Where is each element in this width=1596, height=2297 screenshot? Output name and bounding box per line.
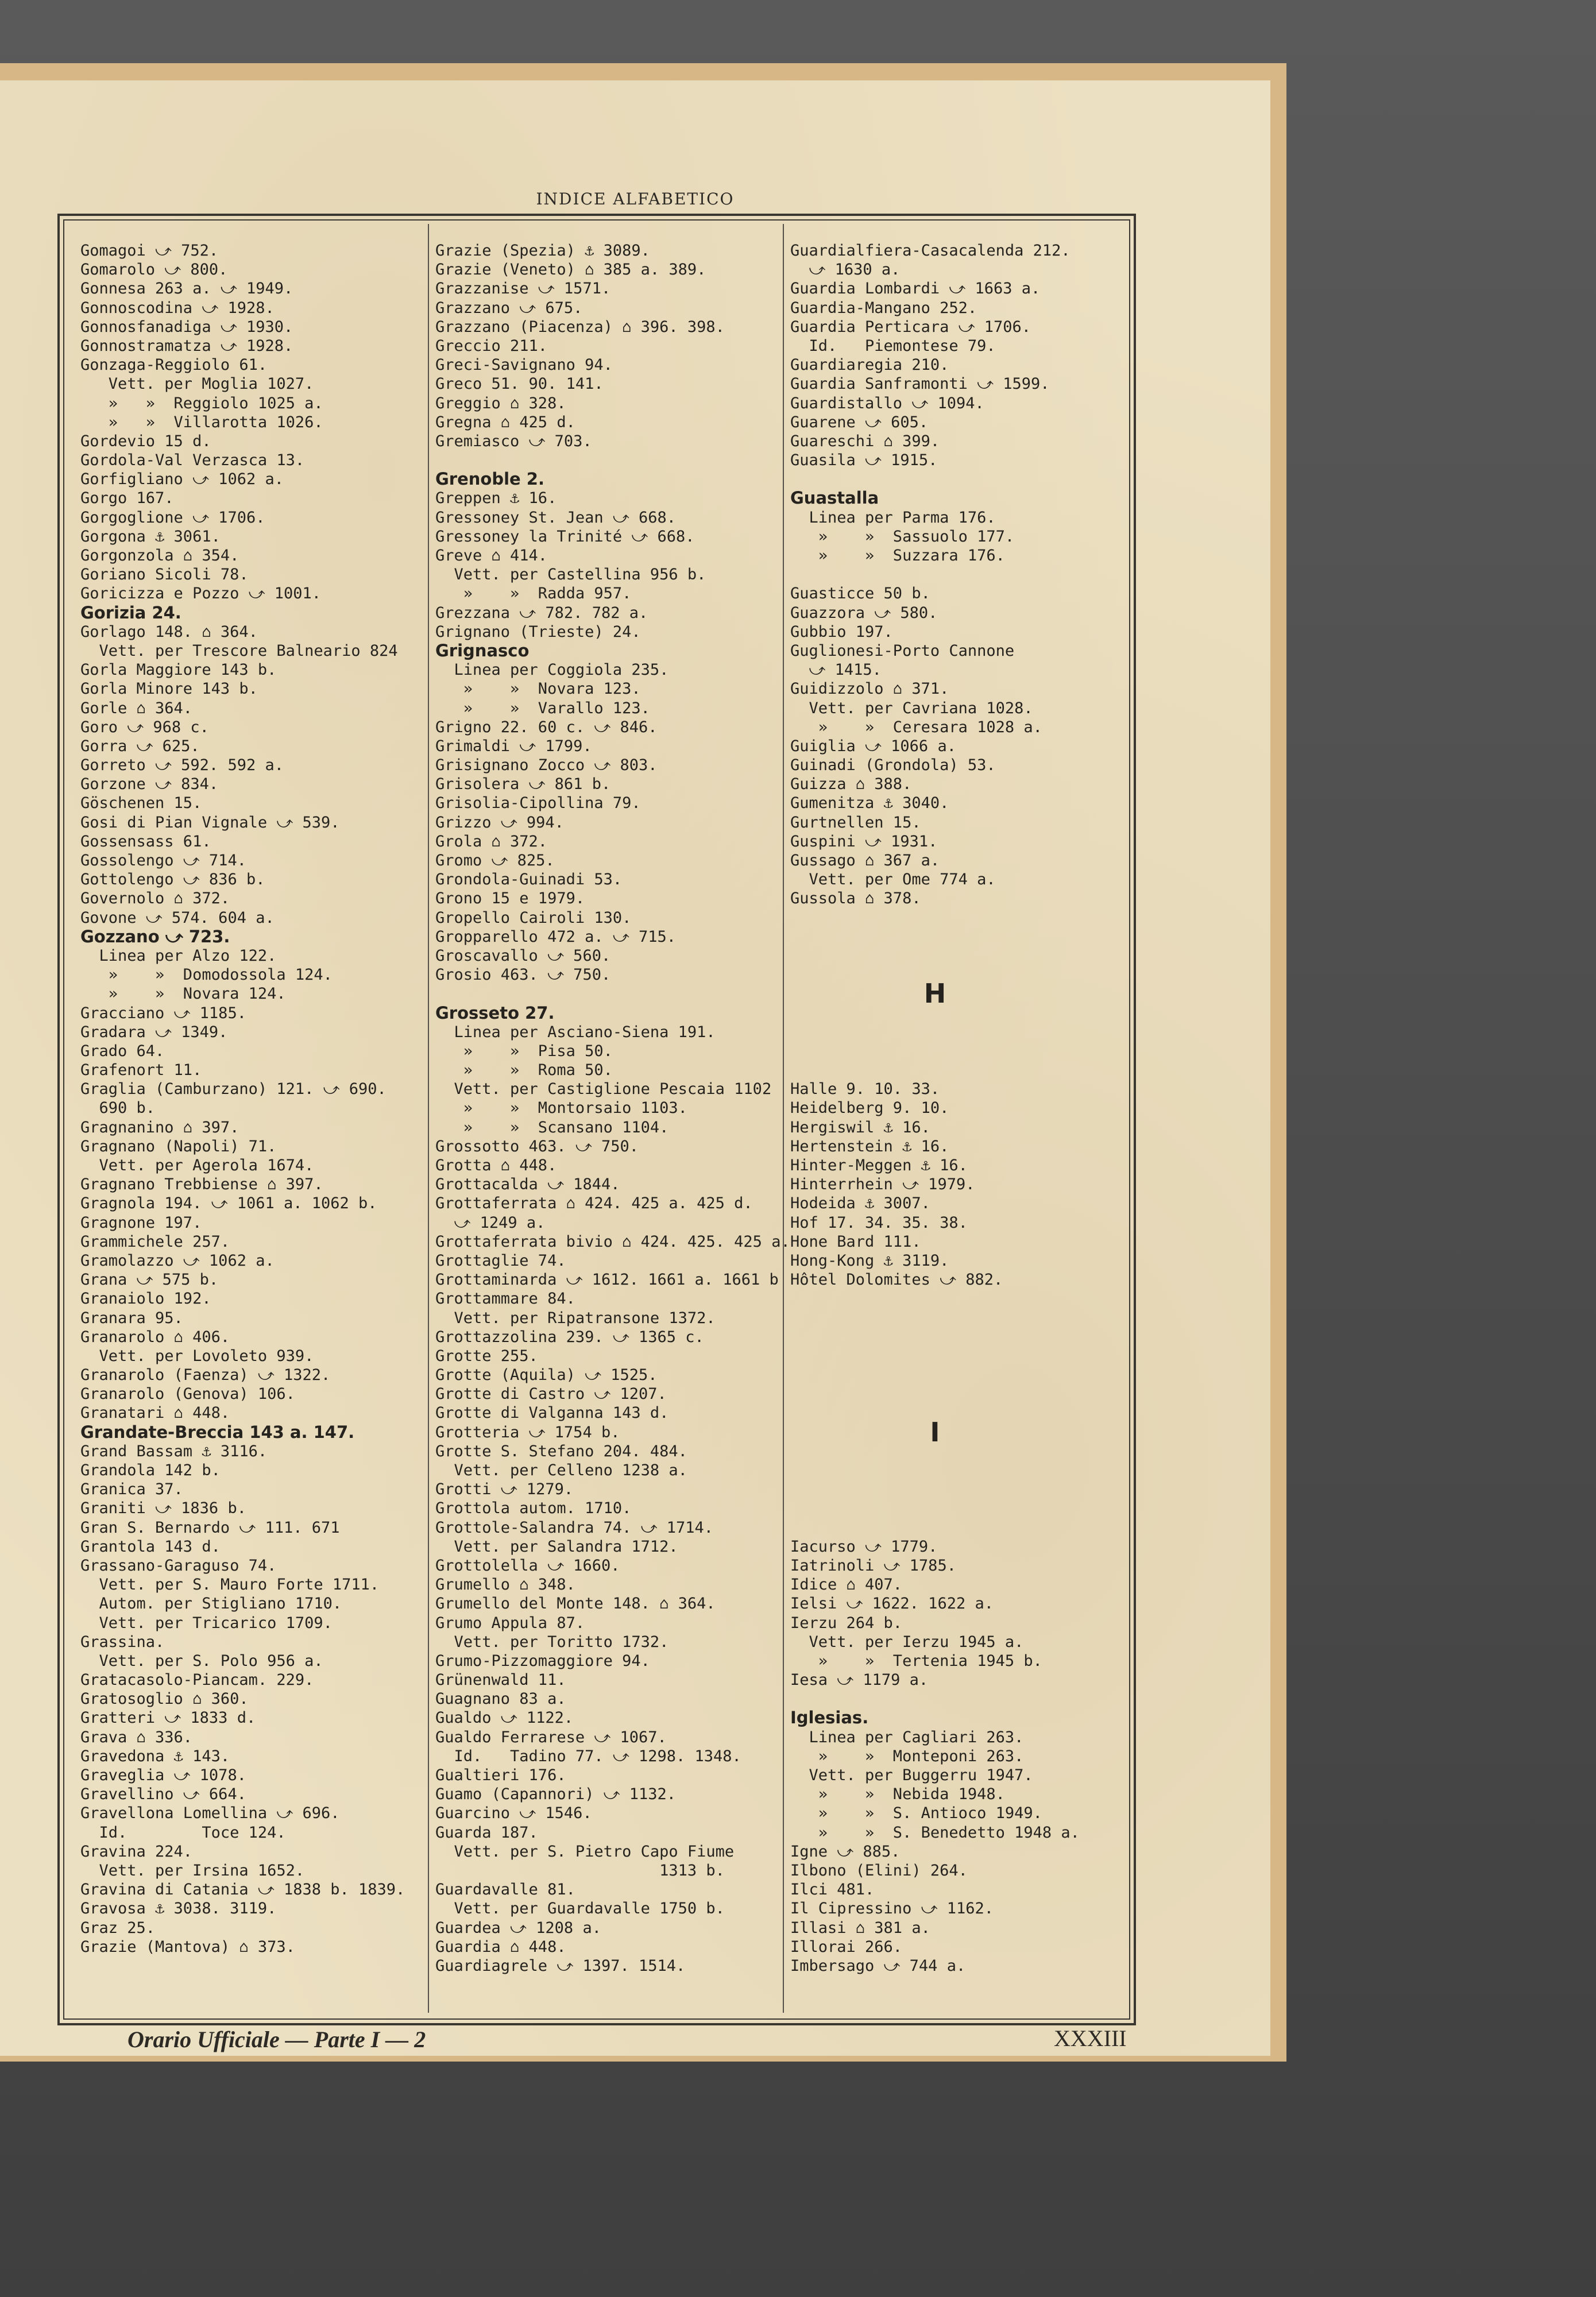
index-entry: Guardavalle 81. — [435, 1881, 575, 1899]
index-entry — [790, 1347, 1080, 1366]
index-entry — [790, 946, 1080, 965]
index-entry: Grimaldi ⤻ 1799. — [435, 737, 592, 755]
index-entry: Granica 37. — [80, 1480, 183, 1499]
index-entry: Goro ⤻ 968 c. — [80, 718, 209, 736]
index-entry: Guardiaregia 210. — [790, 356, 949, 374]
index-entry: Graglia (Camburzano) 121. ⤻ 690. — [80, 1080, 387, 1099]
index-entry: Guasila ⤻ 1915. — [790, 451, 938, 470]
index-entry: Hôtel Dolomites ⤻ 882. — [790, 1271, 1003, 1289]
index-entry: Greggio ⌂ 328. — [435, 394, 566, 412]
index-entry: ⤻ 1630 a. — [790, 261, 901, 279]
index-entry: Gorgoglione ⤻ 1706. — [80, 508, 265, 527]
index-entry: Id. Toce 124. — [80, 1823, 286, 1842]
index-entry — [790, 1689, 1080, 1708]
index-entry — [790, 1328, 1080, 1347]
index-entry: Guardia ⌂ 448. — [435, 1938, 566, 1956]
index-entry: Gorlago 148. ⌂ 364. — [80, 622, 258, 641]
index-entry — [435, 984, 790, 1003]
index-entry: Grotte S. Stefano 204. 484. — [435, 1442, 687, 1460]
index-entry — [790, 1480, 1080, 1499]
index-entry: Guizza ⌂ 388. — [790, 775, 912, 794]
section-heading: Gozzano ⤻ 723. — [80, 926, 230, 946]
index-entry: Gran S. Bernardo ⤻ 111. 671 — [80, 1518, 340, 1537]
index-entry: Grazie (Spezia) ⚓ 3089. — [435, 242, 650, 260]
index-entry: Vett. per Toritto 1732. — [435, 1633, 669, 1651]
index-entry: » » Roma 50. — [435, 1061, 613, 1080]
index-entry: » » Domodossola 124. — [80, 966, 333, 984]
index-entry: Gorzone ⤻ 834. — [80, 775, 219, 794]
index-entry: Gratteri ⤻ 1833 d. — [80, 1709, 256, 1727]
index-entry: Gorreto ⤻ 592. 592 a. — [80, 756, 284, 775]
index-entry: » » S. Antioco 1949. — [790, 1804, 1042, 1823]
index-entry: Grünenwald 11. — [435, 1671, 566, 1689]
index-entry: Gomarolo ⤻ 800. — [80, 261, 228, 279]
index-entry: Hong-Kong ⚓ 3119. — [790, 1251, 949, 1270]
index-entry: Vett. per Agerola 1674. — [80, 1157, 314, 1174]
index-entry: Id. Piemontese 79. — [790, 337, 996, 355]
index-entry: Grazie (Veneto) ⌂ 385 a. 389. — [435, 261, 706, 279]
index-entry: Gubbio 197. — [790, 622, 893, 641]
index-entry: Gravellino ⤻ 664. — [80, 1785, 246, 1804]
index-entry: » » Radda 957. — [435, 585, 632, 603]
index-entry: Gravina di Catania ⤻ 1838 b. 1839. — [80, 1881, 405, 1899]
index-entry: Grado 64. — [80, 1042, 165, 1060]
index-entry: Gravellona Lomellina ⤻ 696. — [80, 1804, 340, 1823]
index-entry: Gualdo ⤻ 1122. — [435, 1709, 574, 1727]
index-entry: Ielsi ⤻ 1622. 1622 a. — [790, 1595, 994, 1613]
index-entry: Granaiolo 192. — [80, 1290, 211, 1308]
index-entry: Guarda 187. — [435, 1823, 538, 1842]
index-entry: » » Novara 124. — [80, 985, 286, 1003]
index-entry: » » Scansano 1104. — [435, 1118, 669, 1136]
index-entry: Vett. per Castiglione Pescaia 1102 — [435, 1080, 772, 1099]
index-entry — [790, 1309, 1080, 1328]
index-entry: Grottazzolina 239. ⤻ 1365 c. — [435, 1328, 704, 1346]
index-entry: Ierzu 264 b. — [790, 1614, 903, 1632]
index-entry: Guareschi ⌂ 399. — [790, 432, 940, 450]
column-rule — [428, 224, 429, 2013]
index-entry: Vett. per Ripatransone 1372. — [435, 1309, 716, 1327]
index-entry: Grizzo ⤻ 994. — [435, 813, 564, 832]
index-entry: Iacurso ⤻ 1779. — [790, 1537, 938, 1556]
index-entry: Grotta ⌂ 448. — [435, 1157, 557, 1174]
letter-heading: I — [930, 1416, 940, 1448]
index-entry: Gravosa ⚓ 3038. 3119. — [80, 1900, 277, 1918]
index-entry: Gromo ⤻ 825. — [435, 852, 555, 869]
index-entry: Granarolo (Genova) 106. — [80, 1385, 295, 1403]
index-entry: 1313 b. — [435, 1861, 725, 1880]
index-entry: Gonnostramatza ⤻ 1928. — [80, 337, 293, 355]
index-entry: Gorfigliano ⤻ 1062 a. — [80, 470, 284, 489]
index-entry: Grottaminarda ⤻ 1612. 1661 a. 1661 b — [435, 1271, 779, 1289]
index-entry: Il Cipressino ⤻ 1162. — [790, 1900, 994, 1918]
index-entry: Gonzaga-Reggiolo 61. — [80, 356, 268, 374]
index-entry — [790, 1461, 1080, 1480]
index-entry: Gorgona ⚓ 3061. — [80, 527, 221, 546]
index-entry: Guardia Lombardi ⤻ 1663 a. — [790, 280, 1041, 298]
index-entry: Gottolengo ⤻ 836 b. — [80, 871, 265, 889]
index-entry: Grotti ⤻ 1279. — [435, 1480, 574, 1499]
index-entry: Gorra ⤻ 625. — [80, 737, 200, 755]
index-entry: Halle 9. 10. 33. — [790, 1080, 940, 1099]
index-entry: Guardea ⤻ 1208 a. — [435, 1919, 601, 1937]
index-entry: Gonnoscodina ⤻ 1928. — [80, 299, 275, 317]
index-entry: Guardia Perticara ⤻ 1706. — [790, 318, 1031, 336]
index-entry: » » Nebida 1948. — [790, 1785, 1005, 1804]
index-entry: Iesa ⤻ 1179 a. — [790, 1671, 929, 1689]
index-entry: Ilci 481. — [790, 1881, 875, 1899]
index-entry: » » Monteponi 263. — [790, 1747, 1024, 1765]
index-entry: Gossolengo ⤻ 714. — [80, 852, 246, 869]
index-entry — [790, 1042, 1080, 1061]
index-entry: Guspini ⤻ 1931. — [790, 832, 938, 850]
index-entry: Gressoney la Trinité ⤻ 668. — [435, 527, 695, 546]
index-entry: Idice ⌂ 407. — [790, 1576, 903, 1594]
index-entry: Greci-Savignano 94. — [435, 356, 613, 374]
index-entry: Gracciano ⤻ 1185. — [80, 1004, 246, 1022]
index-entry: Hodeida ⚓ 3007. — [790, 1194, 930, 1213]
index-entry: Grottola autom. 1710. — [435, 1499, 632, 1518]
index-entry: Hone Bard 111. — [790, 1232, 921, 1251]
index-entry: Guasticce 50 b. — [790, 585, 930, 603]
index-entry — [790, 1385, 1080, 1403]
index-entry: Gussago ⌂ 367 a. — [790, 852, 940, 869]
index-entry: Vett. per Tricarico 1709. — [80, 1614, 333, 1632]
index-entry: Grottacalda ⤻ 1844. — [435, 1175, 620, 1194]
index-entry: Guardia Sanframonti ⤻ 1599. — [790, 375, 1050, 393]
index-entry — [790, 1023, 1080, 1042]
index-entry: Gonnosfanadiga ⤻ 1930. — [80, 318, 293, 336]
index-entry: Guazzora ⤻ 580. — [790, 604, 938, 622]
index-entry: » » Sassuolo 177. — [790, 527, 1015, 546]
index-entry: Grafenort 11. — [80, 1061, 202, 1080]
index-entry: Vett. per Trescore Balneario 824 — [80, 641, 398, 660]
index-entry: Linea per Parma 176. — [790, 508, 996, 527]
letter-heading: H — [923, 978, 946, 1010]
index-entry: Iatrinoli ⤻ 1785. — [790, 1556, 956, 1575]
index-entry: Gorle ⌂ 364. — [80, 699, 193, 717]
index-entry: Granatari ⌂ 448. — [80, 1404, 230, 1422]
index-entry: » » Suzzara 176. — [790, 547, 1005, 564]
section-heading: Grandate-Breccia 143 a. 147. — [80, 1422, 355, 1442]
index-entry: Vett. per Guardavalle 1750 b. — [435, 1900, 725, 1918]
index-entry: Goriano Sicoli 78. — [80, 566, 249, 584]
index-entry: Grumello ⌂ 348. — [435, 1576, 575, 1594]
index-column-1 — [80, 241, 405, 1956]
index-entry: Grotte di Castro ⤻ 1207. — [435, 1385, 667, 1403]
index-entry: Hergiswil ⚓ 16. — [790, 1118, 930, 1136]
index-entry: Grotteria ⤻ 1754 b. — [435, 1423, 620, 1441]
section-heading: Grosseto 27. — [435, 1003, 555, 1023]
index-entry: Guardialfiera-Casacalenda 212. — [790, 242, 1071, 260]
section-heading: Guastalla — [790, 488, 879, 508]
index-entry: Groscavallo ⤻ 560. — [435, 946, 611, 965]
page-number: XXXIII — [1054, 2025, 1127, 2051]
index-entry: Gropparello 472 a. ⤻ 715. — [435, 927, 676, 946]
index-entry: » » Montorsaio 1103. — [435, 1099, 687, 1117]
index-entry: Gualdo Ferrarese ⤻ 1067. — [435, 1728, 667, 1746]
index-entry: 690 b. — [80, 1099, 156, 1117]
index-entry: Gradara ⤻ 1349. — [80, 1023, 228, 1041]
page-header: INDICE ALFABETICO — [536, 190, 735, 208]
index-entry: Grezzana ⤻ 782. 782 a. — [435, 604, 648, 622]
index-entry: Göschenen 15. — [80, 794, 202, 813]
index-entry — [790, 470, 1080, 489]
index-entry: Grisolera ⤻ 861 b. — [435, 775, 611, 794]
index-entry: Id. Tadino 77. ⤻ 1298. 1348. — [435, 1747, 741, 1765]
index-entry: » » S. Benedetto 1948 a. — [790, 1823, 1080, 1842]
index-entry: Grassina. — [80, 1633, 165, 1651]
index-entry: Vett. per Irsina 1652. — [80, 1861, 305, 1880]
index-entry: Gragnone 197. — [80, 1213, 202, 1232]
index-entry: Gramolazzo ⤻ 1062 a. — [80, 1251, 275, 1270]
index-entry: Gravedona ⚓ 143. — [80, 1747, 230, 1765]
index-entry: Grossotto 463. ⤻ 750. — [435, 1137, 639, 1155]
index-entry: » » Novara 123. — [435, 680, 641, 698]
index-entry: Guamo (Capannori) ⤻ 1132. — [435, 1785, 676, 1804]
index-entry: Gropello Cairoli 130. — [435, 908, 632, 927]
section-heading: Iglesias. — [790, 1708, 869, 1728]
index-entry: Gorla Minore 143 b. — [80, 680, 258, 698]
index-entry: Vett. per Celleno 1238 a. — [435, 1461, 687, 1479]
index-entry: Grottaferrata ⌂ 424. 425 a. 425 d. — [435, 1194, 753, 1213]
index-entry: Gordola-Val Verzasca 13. — [80, 451, 305, 470]
index-entry: Gregna ⌂ 425 d. — [435, 413, 575, 431]
index-entry: Greppen ⚓ 16. — [435, 489, 557, 508]
index-entry: Ilbono (Elini) 264. — [790, 1861, 968, 1880]
index-entry — [790, 1366, 1080, 1385]
index-entry: Hinter-Meggen ⚓ 16. — [790, 1157, 968, 1174]
index-entry: Guarcino ⤻ 1546. — [435, 1804, 592, 1823]
index-entry: Guglionesi-Porto Cannone — [790, 641, 1015, 660]
index-entry — [790, 1061, 1080, 1080]
index-entry: Governolo ⌂ 372. — [80, 890, 230, 908]
index-entry: Grigno 22. 60 c. ⤻ 846. — [435, 718, 658, 736]
index-entry: ⤻ 1249 a. — [435, 1213, 546, 1232]
index-entry: Hof 17. 34. 35. 38. — [790, 1213, 968, 1232]
index-entry: Guarene ⤻ 605. — [790, 413, 929, 431]
index-entry — [790, 1518, 1080, 1537]
index-entry: Guardistallo ⤻ 1094. — [790, 394, 984, 412]
index-entry: Grottolella ⤻ 1660. — [435, 1556, 620, 1575]
index-entry: Granarolo (Faenza) ⤻ 1322. — [80, 1366, 331, 1385]
section-heading: Gorizia 24. — [80, 602, 181, 622]
index-entry: Guardia-Mangano 252. — [790, 299, 977, 317]
index-entry: Gussola ⌂ 378. — [790, 890, 921, 908]
index-entry: Linea per Alzo 122. — [80, 946, 277, 965]
index-entry: Linea per Coggiola 235. — [435, 661, 669, 679]
index-entry: Gressoney St. Jean ⤻ 668. — [435, 508, 676, 527]
index-entry: Grandola 142 b. — [80, 1461, 221, 1479]
index-entry: Gualtieri 176. — [435, 1766, 566, 1784]
index-entry: Grassano-Garaguso 74. — [80, 1556, 277, 1575]
index-entry: Gorgo 167. — [80, 489, 174, 508]
index-entry: Hinterrhein ⤻ 1979. — [790, 1175, 975, 1194]
index-entry: Guagnano 83 a. — [435, 1690, 566, 1708]
index-entry: Grotte di Valganna 143 d. — [435, 1404, 669, 1422]
index-entry: Grava ⌂ 336. — [80, 1728, 193, 1746]
index-entry: Linea per Cagliari 263. — [790, 1728, 1024, 1746]
index-entry: Grana ⤻ 575 b. — [80, 1271, 219, 1289]
index-entry: Grantola 143 d. — [80, 1537, 221, 1556]
index-entry: Guardiagrele ⤻ 1397. 1514. — [435, 1956, 686, 1975]
index-entry: Graniti ⤻ 1836 b. — [80, 1499, 246, 1518]
index-entry: Vett. per S. Polo 956 a. — [80, 1652, 323, 1670]
index-entry: Greve ⌂ 414. — [435, 547, 548, 564]
index-entry: Gordevio 15 d. — [80, 432, 211, 450]
section-heading: Grenoble 2. — [435, 469, 545, 489]
index-entry — [790, 1289, 1080, 1308]
index-entry: Grand Bassam ⚓ 3116. — [80, 1442, 268, 1460]
index-entry: Grono 15 e 1979. — [435, 890, 585, 908]
index-entry: ⤻ 1415. — [790, 661, 882, 679]
index-entry: Vett. per Lovoleto 939. — [80, 1347, 314, 1365]
index-entry: Grisignano Zocco ⤻ 803. — [435, 756, 658, 775]
index-entry: Grola ⌂ 372. — [435, 832, 548, 850]
index-entry: Grottaferrata bivio ⌂ 424. 425. 425 a. — [435, 1232, 790, 1251]
index-entry: » » Ceresara 1028 a. — [790, 718, 1042, 736]
index-entry: Granarolo ⌂ 406. — [80, 1328, 230, 1346]
index-column-2 — [435, 241, 790, 1975]
index-entry — [790, 927, 1080, 946]
index-entry: Grotte (Aquila) ⤻ 1525. — [435, 1366, 658, 1385]
index-entry: Grisolia-Cipollina 79. — [435, 794, 641, 813]
index-entry: Illasi ⌂ 381 a. — [790, 1919, 930, 1937]
index-entry: Grottammare 84. — [435, 1290, 575, 1308]
index-entry: Grottaglie 74. — [435, 1251, 566, 1270]
index-entry: Vett. per Castellina 956 b. — [435, 566, 706, 584]
index-entry: Linea per Asciano-Siena 191. — [435, 1023, 716, 1041]
index-entry: Grammichele 257. — [80, 1232, 230, 1251]
index-entry: Granara 95. — [80, 1309, 183, 1327]
index-entry: Grignano (Trieste) 24. — [435, 622, 641, 641]
index-entry — [435, 451, 790, 470]
index-column-3 — [790, 241, 1080, 1975]
index-entry: Grondola-Guinadi 53. — [435, 871, 623, 889]
index-entry: Gurtnellen 15. — [790, 813, 921, 832]
index-entry: Vett. per Salandra 1712. — [435, 1537, 678, 1556]
index-entry: Greccio 211. — [435, 337, 548, 355]
index-entry: Gremiasco ⤻ 703. — [435, 432, 592, 450]
index-entry: Guiglia ⤻ 1066 a. — [790, 737, 956, 755]
index-entry — [790, 1499, 1080, 1518]
index-entry: Grumo-Pizzomaggiore 94. — [435, 1652, 650, 1670]
index-entry: Gumenitza ⚓ 3040. — [790, 794, 949, 813]
index-entry: Grumello del Monte 148. ⌂ 364. — [435, 1595, 716, 1613]
index-entry: Graz 25. — [80, 1919, 156, 1937]
index-entry: Imbersago ⤻ 744 a. — [790, 1956, 966, 1975]
index-entry: Guidizzolo ⌂ 371. — [790, 680, 949, 698]
index-entry: Grosio 463. ⤻ 750. — [435, 966, 611, 984]
index-entry: Gonnesa 263 a. ⤻ 1949. — [80, 280, 293, 298]
index-entry: Grumo Appula 87. — [435, 1614, 585, 1632]
index-entry: Gorla Maggiore 143 b. — [80, 661, 277, 679]
index-entry: Gragnanino ⌂ 397. — [80, 1118, 239, 1136]
index-entry: Gomagoi ⤻ 752. — [80, 242, 219, 260]
index-entry: Autom. per Stigliano 1710. — [80, 1595, 342, 1613]
index-entry: Vett. per Ierzu 1945 a. — [790, 1633, 1024, 1651]
index-entry: Grazzano (Piacenza) ⌂ 396. 398. — [435, 318, 725, 336]
index-entry: » » Pisa 50. — [435, 1042, 613, 1060]
index-entry: » » Reggiolo 1025 a. — [80, 394, 323, 412]
index-entry: Grotte 255. — [435, 1347, 538, 1365]
index-entry: Gossensass 61. — [80, 832, 211, 850]
index-entry: Grazie (Mantova) ⌂ 373. — [80, 1938, 295, 1956]
index-entry: » » Villarotta 1026. — [80, 413, 323, 431]
index-entry: Vett. per Moglia 1027. — [80, 375, 314, 393]
index-entry: Heidelberg 9. 10. — [790, 1099, 949, 1117]
index-entry — [790, 908, 1080, 927]
index-entry: Gravina 224. — [80, 1842, 193, 1861]
index-entry: » » Tertenia 1945 b. — [790, 1652, 1042, 1670]
index-entry: Vett. per Cavriana 1028. — [790, 699, 1033, 717]
index-entry: Govone ⤻ 574. 604 a. — [80, 908, 275, 927]
index-entry: Vett. per S. Mauro Forte 1711. — [80, 1576, 380, 1594]
index-entry: Vett. per S. Pietro Capo Fiume — [435, 1842, 735, 1861]
index-entry: Grazzano ⤻ 675. — [435, 299, 583, 317]
index-entry: » » Varallo 123. — [435, 699, 650, 717]
index-entry: Gragnano Trebbiense ⌂ 397. — [80, 1175, 323, 1194]
index-entry: Guinadi (Grondola) 53. — [790, 756, 996, 775]
index-entry: Greco 51. 90. 141. — [435, 375, 604, 393]
index-entry: Goricizza e Pozzo ⤻ 1001. — [80, 585, 321, 603]
index-entry: Grottole-Salandra 74. ⤻ 1714. — [435, 1518, 714, 1537]
index-entry: Gragnola 194. ⤻ 1061 a. 1062 b. — [80, 1194, 377, 1213]
index-entry: Gragnano (Napoli) 71. — [80, 1137, 277, 1155]
index-entry: Gratacasolo-Piancam. 229. — [80, 1671, 314, 1689]
index-entry: Gratosoglio ⌂ 360. — [80, 1690, 249, 1708]
index-entry: Vett. per Ome 774 a. — [790, 871, 996, 889]
index-entry: Hertenstein ⚓ 16. — [790, 1137, 949, 1155]
section-heading: Grignasco — [435, 640, 530, 660]
index-entry: Graveglia ⤻ 1078. — [80, 1766, 246, 1784]
index-entry: Gorgonzola ⌂ 354. — [80, 547, 239, 564]
index-entry: Vett. per Buggerru 1947. — [790, 1766, 1033, 1784]
index-entry: Gosi di Pian Vignale ⤻ 539. — [80, 813, 340, 832]
index-entry: Grazzanise ⤻ 1571. — [435, 280, 611, 298]
footer-title: Orario Ufficiale — Parte I — 2 — [127, 2027, 426, 2052]
index-entry: Illorai 266. — [790, 1938, 903, 1956]
index-entry — [790, 565, 1080, 584]
index-entry: Igne ⤻ 885. — [790, 1842, 901, 1861]
